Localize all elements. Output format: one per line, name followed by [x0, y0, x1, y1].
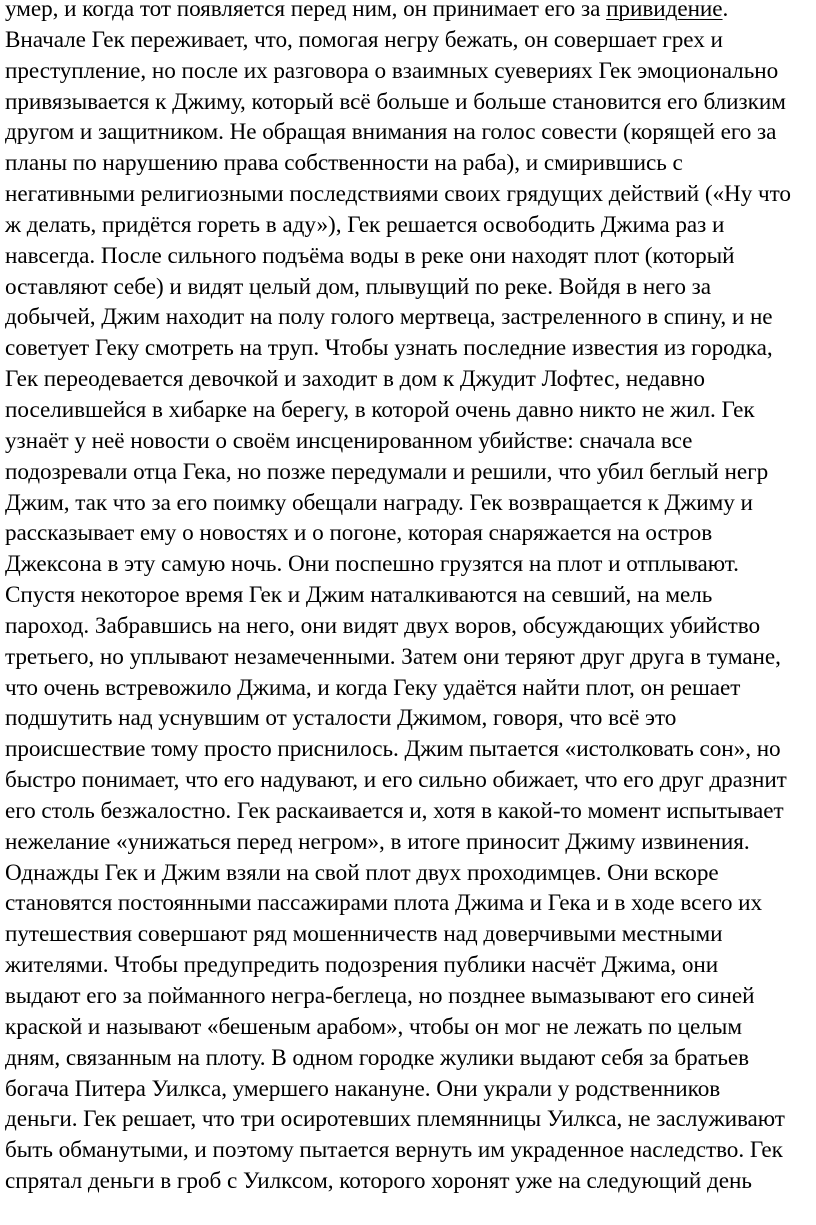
text-line: преступление, но после их разговора о взаимных суевериях Гек эмоционально [5, 57, 779, 84]
text-run: . [722, 0, 729, 22]
text-line: Спустя некоторое время Гек и Джим наталкиваются на севший, на мель [5, 582, 713, 609]
text-line: подшутить над уснувшим от усталости Джимом, говоря, что всё это [5, 705, 677, 732]
text-line: Гек переодевается девочкой и заходит в дом к Джудит Лофтес, недавно [5, 366, 705, 393]
text-line: рассказывает ему о новостях и о погоне, которая снаряжается на остров [5, 520, 713, 547]
text-line: нежелание «унижаться перед негром», в итоге приносит Джиму извинения. [5, 828, 750, 855]
text-line: третьего, но уплывают незамеченными. Затем они теряют друг друга в тумане, [5, 643, 781, 670]
text-run: умер, и когда тот появляется перед ним, он принимает его за [5, 0, 607, 22]
text-line: спрятал деньги в гроб с Уилксом, которого хоронят уже на следующий день [5, 1168, 752, 1195]
text-line: деньги. Гек решает, что три осиротевших племянницы Уилкса, не заслуживают [5, 1106, 785, 1133]
text-line: богача Питера Уилкса, умершего накануне. Они украли у родственников [5, 1075, 721, 1102]
text-line: происшествие тому просто приснилось. Джим пытается «истолковать сон», но [5, 736, 781, 763]
text-line: подозревали отца Гека, но позже передумали и решили, что убил беглый негр [5, 458, 769, 485]
text-line: поселившейся в хибарке на берегу, в которой очень давно никто не жил. Гек [5, 396, 755, 423]
text-line: навсегда. После сильного подъёма воды в реке они находят плот (который [5, 242, 735, 269]
text-line: пароход. Забравшись на него, они видят двух воров, обсуждающих убийство [5, 612, 761, 639]
text-line: Вначале Гек переживает, что, помогая негру бежать, он совершает грех и [5, 26, 723, 53]
text-line: дням, связанным на плоту. В одном городке жулики выдают себя за братьев [5, 1044, 750, 1071]
text-line: другом и защитником. Не обращая внимания на голос совести (корящей его за [5, 119, 777, 146]
text-line: Однажды Гек и Джим взяли на свой плот двух проходимцев. Они вскоре [5, 859, 719, 886]
text-line: Джексона в эту самую ночь. Они поспешно грузятся на плот и отплывают. [5, 551, 739, 578]
text-line: оставляют себе) и видят целый дом, плывущий по реке. Войдя в него за [5, 273, 711, 300]
document-page [5, 0, 813, 1197]
text-line: привязывается к Джиму, который всё больше и больше становится его близким [5, 88, 786, 115]
text-line [5, 0, 813, 25]
text-line: добычей, Джим находит на полу голого мертвеца, застреленного в спину, и не [5, 304, 773, 331]
text-line: Джим, так что за его поимку обещали награду. Гек возвращается к Джиму и [5, 489, 753, 516]
text-line: планы по нарушению права собственности на раба), и смирившись с [5, 150, 683, 177]
ghost-link[interactable]: привидение [606, 0, 723, 22]
text-line: что очень встревожило Джима, и когда Геку удаётся найти плот, он решает [5, 674, 741, 701]
text-line: ж делать, придётся гореть в аду»), Гек решается освободить Джима раз и [5, 211, 725, 238]
text-line: быстро понимает, что его надувают, и его сильно обижает, что его друг дразнит [5, 767, 787, 794]
text-line: его столь безжалостно. Гек раскаивается и, хотя в какой-то момент испытывает [5, 797, 784, 824]
text-line: советует Геку смотреть на труп. Чтобы узнать последние известия из городка, [5, 335, 773, 362]
text-line: путешествия совершают ряд мошенничеств над доверчивыми местными [5, 921, 723, 948]
text-line: выдают его за пойманного негра-беглеца, но позднее вымазывают его синей [5, 983, 755, 1009]
text-line: негативными религиозными последствиями своих грядущих действий («Ну что [5, 181, 791, 208]
text-line: быть обманутыми, и поэтому пытается вернуть им украденное наследство. Гек [5, 1137, 783, 1164]
text-line: узнаёт у неё новости о своём инсценированном убийстве: сначала все [5, 427, 693, 454]
text-line: краской и называют «бешеным арабом», чтобы он мог не лежать по целым [5, 1013, 742, 1040]
text-line: жителями. Чтобы предупредить подозрения публики насчёт Джима, они [5, 952, 719, 979]
text-line: становятся постоянными пассажирами плота Джима и Гека и в ходе всего их [5, 890, 763, 917]
